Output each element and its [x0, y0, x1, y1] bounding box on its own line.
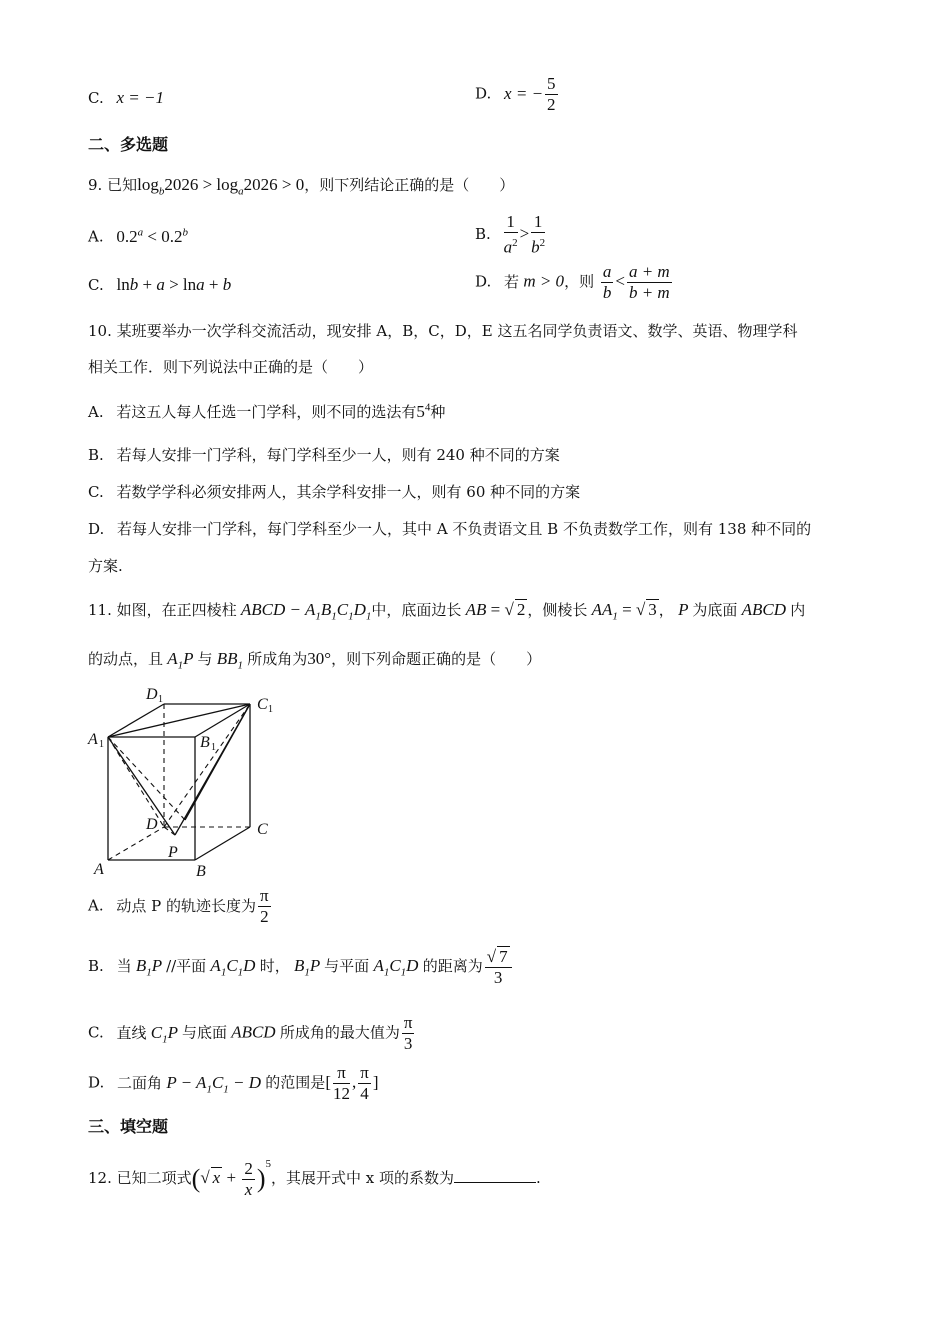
label-a: A: [94, 861, 104, 878]
option-text: ，则: [564, 272, 595, 291]
svg-text:1: 1: [158, 694, 163, 705]
stem-text: 与: [197, 650, 213, 668]
option-label: D.: [88, 520, 105, 538]
option-text: 若每人安排一门学科，每门学科至少一人，则有 240 种不同的方案: [116, 446, 560, 464]
prism-solid-edges: [108, 704, 250, 860]
question-number: 9.: [88, 176, 103, 194]
option-text: 与底面: [181, 1023, 227, 1042]
q10-option-a: A. 若这五人每人任选一门学科，则不同的选法有$5^4$种: [88, 401, 446, 421]
option-text: 若: [504, 272, 520, 291]
option-label: B.: [88, 446, 104, 464]
svg-text:1: 1: [268, 704, 273, 715]
option-text: 种: [430, 403, 446, 421]
stem-text: 如图，在正四棱柱: [116, 601, 237, 619]
label-b: B: [196, 863, 206, 880]
q10-option-d-line2: 方案.: [88, 557, 123, 575]
option-label: C.: [88, 483, 104, 501]
question-10-stem: [88, 320, 798, 341]
q11-option-c: C. 直线 $C_1P$ 与底面 ABCD 所成角的最大值为 $\frac{\pi}{3}$: [88, 1013, 413, 1053]
option-text: 动点 P 的轨迹长度为: [116, 896, 257, 915]
question-12: 12. 已知二项式(√ x + $\frac{2}{x}$ )$^5$，其展开式中 x 项的系数为 .: [88, 1158, 541, 1199]
option-label: A.: [88, 403, 104, 421]
q9-option-d: D. 若 m > 0，则 $\frac{a}{b}$ < $\frac{a + m}{b + m}$: [475, 262, 670, 302]
option-label: D.: [475, 84, 492, 103]
stem-text: 已知: [107, 176, 138, 194]
option-label: C.: [88, 1023, 104, 1042]
question-11-stem: 11. 如图，在正四棱柱 ABCD − $A_1B_1C_1D_1$中，底面边长 AB = √ 2 ，侧棱长 $AA_1$ = √ 3 ， P 为底面 ABCD 内: [88, 600, 806, 623]
fraction: $\frac{5}{2}$: [547, 74, 556, 114]
label-c: C: [257, 821, 268, 838]
option-text: 直线: [116, 1023, 147, 1042]
stem-text: 所成角为: [247, 650, 308, 668]
q11-option-d: D. 二面角 $P - A_1C_1 - D$ 的范围是[ $\frac{\pi}{12}$ , $\frac{\pi}{4}$ ]: [88, 1063, 379, 1103]
prism-figure: [80, 680, 290, 880]
option-label: B.: [88, 957, 104, 975]
option-text: 与平面: [324, 957, 370, 975]
option-text: 若这五人每人任选一门学科，则不同的选法有: [116, 403, 417, 421]
label-a1: A: [88, 731, 98, 748]
label-d: D: [146, 816, 158, 833]
stem-text: 已知二项式: [116, 1169, 192, 1187]
option-text: 若每人安排一门学科，每门学科至少一人，其中 A 不负责语文且 B 不负责数学工作，则有 138 种不同的: [117, 520, 812, 538]
stem-text: ，其展开式中 x 项的系数为: [270, 1169, 454, 1187]
stem-text: ，则下列结论正确的是（ ）: [304, 176, 515, 194]
stem-text: .: [535, 1169, 541, 1187]
svg-text:1: 1: [99, 739, 104, 750]
option-text: 当: [116, 957, 132, 975]
q10-option-c: [88, 481, 580, 502]
q10-option-d: [88, 518, 811, 539]
section-title: 三、填空题: [88, 1117, 169, 1136]
option-label: A.: [88, 227, 104, 246]
label-p: P: [168, 844, 178, 861]
answer-blank[interactable]: [454, 1168, 536, 1183]
stem-text: ，则下列命题正确的是（ ）: [331, 650, 542, 668]
q9-option-a: A. 0.2$^a$ < 0.2$^b$: [88, 226, 188, 246]
option-text: 时，: [259, 957, 290, 975]
label-d1: D: [146, 686, 158, 703]
q11-option-a: A. 动点 P 的轨迹长度为 $\frac{\pi}{2}$: [88, 886, 269, 926]
stem-text: 内: [790, 601, 806, 619]
option-text: 的范围是: [265, 1073, 326, 1092]
label-c1: C: [257, 696, 268, 713]
question-number: 11.: [88, 601, 112, 619]
question-number: 10.: [88, 322, 112, 340]
option-label: C.: [88, 89, 104, 107]
stem-text: 的动点，且: [88, 650, 164, 668]
option-text: 二面角: [117, 1073, 163, 1092]
option-label: B.: [475, 224, 491, 243]
option-text: 所成角的最大值为: [279, 1023, 400, 1042]
option-expr: x = −1: [116, 88, 164, 107]
question-11-stem-line2: 的动点，且 $A_1P$ 与 $BB_1$ 所成角为30°，则下列命题正确的是（ ）: [88, 649, 542, 672]
stem-text: ，: [658, 601, 674, 619]
stem-text: 中，底面边长: [371, 601, 462, 619]
option-label: D.: [88, 1073, 105, 1092]
stem-text: ，侧棱长: [527, 601, 588, 619]
question-10-stem-line2: 相关工作．则下列说法中正确的是（ ）: [88, 358, 374, 376]
question-9-stem: 9. 已知$\log_b2026 > \log_a2026 > 0$，则下列结论正确的是（ ）: [88, 175, 515, 198]
label-b1: B: [200, 734, 210, 751]
section-title: 二、多选题: [88, 135, 169, 154]
stem-text: 为底面: [692, 601, 738, 619]
option-label: A.: [88, 896, 104, 915]
option-text: 的距离为: [422, 957, 483, 975]
q11-option-b: B. 当 $B_1P$ //平面 $A_1C_1D$ 时， $B_1P$ 与平面 $A_1C_1D$ 的距离为 $\frac{√ 7}{3}$: [88, 946, 514, 988]
option-text: //平面: [166, 957, 207, 975]
q8-option-c: [88, 88, 164, 108]
prism-hidden-edges: [108, 704, 250, 860]
q8-option-d: [475, 74, 560, 115]
option-expr: x = −: [504, 83, 544, 103]
option-label: C.: [88, 276, 104, 294]
q9-option-c: C. lnb + a > lna + b: [88, 275, 232, 294]
svg-text:1: 1: [211, 742, 216, 753]
stem-text: 某班要举办一次学科交流活动，现安排 A，B，C，D，E 这五名同学负责语文、数学、英语、物理学科: [116, 322, 798, 340]
option-text: 若数学学科必须安排两人，其余学科安排一人，则有 60 种不同的方案: [116, 483, 581, 501]
option-label: D.: [475, 272, 492, 291]
question-number: 12.: [88, 1169, 112, 1187]
q10-option-b: [88, 444, 560, 465]
q9-option-b: B. $\frac{1}{a^2}$ > $\frac{1}{b^2}$: [475, 212, 546, 257]
